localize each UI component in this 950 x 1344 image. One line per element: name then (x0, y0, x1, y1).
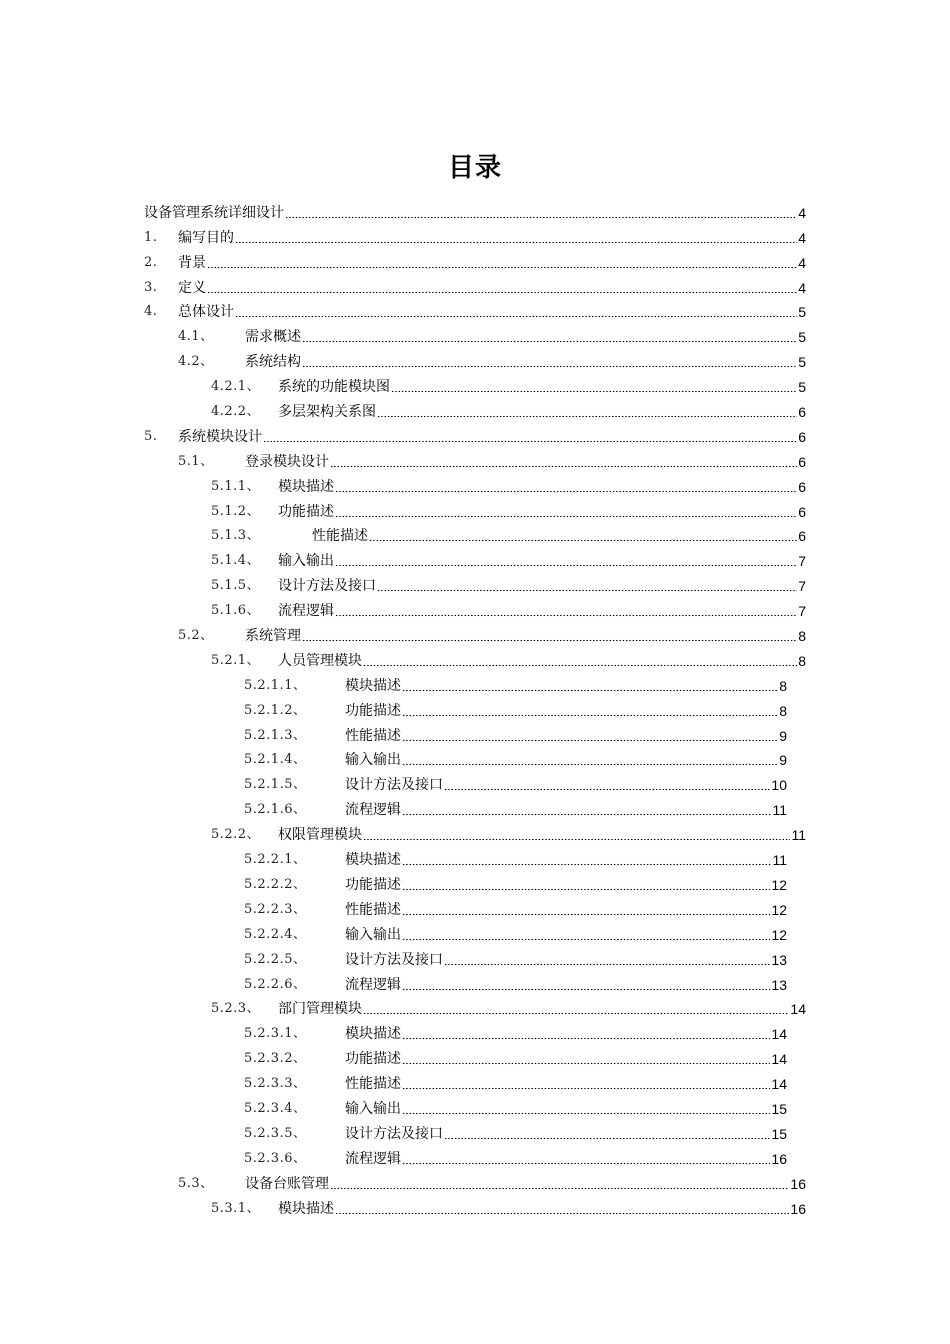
toc-entry-page: 4 (798, 229, 806, 246)
toc-entry[interactable] (144, 821, 806, 846)
toc-entry-page: 7 (798, 553, 806, 570)
dot-leader (377, 580, 797, 592)
toc-entry[interactable] (144, 1095, 806, 1120)
toc-entry-page: 6 (798, 528, 806, 545)
toc-entry-number: 5.2.3.6、 (244, 1150, 307, 1166)
dot-leader (402, 1078, 770, 1090)
toc-entry-number: 5.2.2.6、 (244, 976, 307, 992)
toc-entry-page: 16 (771, 1150, 787, 1167)
toc-entry-number: 4. (144, 304, 158, 320)
dot-leader (402, 680, 778, 692)
toc-title: 目录 (447, 153, 502, 183)
toc-entry[interactable] (144, 1045, 806, 1070)
toc-entry-page: 5 (798, 354, 806, 371)
toc-entry-number: 5.2.3.1、 (244, 1026, 307, 1042)
toc-entry[interactable] (144, 946, 806, 971)
toc-entry-page: 11 (772, 852, 787, 869)
dot-leader (363, 655, 797, 667)
toc-entry[interactable] (144, 274, 806, 299)
toc-entry-number: 5.1.1、 (211, 478, 261, 494)
toc-entry-label: 背景 (178, 254, 206, 271)
toc-entry[interactable] (144, 771, 806, 796)
toc-entry-number: 5.2.2.3、 (244, 901, 307, 917)
toc-entry[interactable] (144, 473, 806, 498)
toc-entry[interactable] (144, 398, 806, 423)
toc-entry-number: 5. (144, 428, 158, 444)
toc-entry[interactable] (144, 423, 806, 448)
toc-entry-label: 输入输出 (345, 1100, 401, 1117)
toc-entry-label: 设备管理系统详细设计 (144, 204, 284, 221)
toc-entry[interactable] (144, 871, 806, 896)
toc-entry[interactable] (144, 1020, 806, 1045)
toc-entry[interactable] (144, 1170, 806, 1195)
toc-entry[interactable] (144, 572, 806, 597)
dot-leader (402, 979, 770, 991)
dot-leader (369, 530, 797, 542)
toc-entry-label: 系统模块设计 (178, 428, 262, 445)
dot-leader (402, 1028, 770, 1040)
toc-entry-label: 流程逻辑 (345, 802, 401, 819)
toc-entry-number: 5.1.4、 (211, 553, 261, 569)
dot-leader (402, 904, 770, 916)
toc-entry-label: 设计方法及接口 (345, 777, 443, 794)
toc-entry-number: 5.2.2.2、 (244, 876, 307, 892)
toc-entry-number: 5.2.1、 (211, 652, 261, 668)
toc-entry[interactable] (144, 996, 806, 1021)
toc-entry-page: 13 (771, 976, 787, 993)
toc-entry-label: 性能描述 (345, 727, 401, 744)
toc-entry-page: 15 (771, 1100, 787, 1117)
dot-leader (335, 481, 797, 493)
toc-entry-page: 13 (771, 951, 787, 968)
toc-entry-page: 14 (790, 1001, 806, 1018)
toc-entry[interactable] (144, 547, 806, 572)
toc-entry-page: 6 (798, 428, 806, 445)
toc-entry-page: 6 (798, 404, 806, 421)
toc-entry-number: 5.1.6、 (211, 603, 261, 619)
toc-entry-label: 设备台账管理 (245, 1175, 329, 1192)
toc-entry-label: 功能描述 (345, 876, 401, 893)
dot-leader (402, 804, 771, 816)
toc-entry-number: 5.2.3.5、 (244, 1125, 307, 1141)
dot-leader (335, 605, 797, 617)
toc-entry-number: 5.1、 (178, 453, 214, 469)
toc-entry-number: 5.2.3.4、 (244, 1100, 307, 1116)
dot-leader (402, 854, 771, 866)
toc-entry-number: 5.2.1.3、 (244, 727, 307, 743)
toc-entry-page: 5 (798, 379, 806, 396)
toc-entry-label: 模块描述 (345, 677, 401, 694)
toc-entry-label: 模块描述 (345, 852, 401, 869)
dot-leader (335, 555, 797, 567)
dot-leader (402, 730, 778, 742)
dot-leader (444, 779, 770, 791)
toc-entry-number: 4.2.2、 (211, 404, 261, 420)
toc-entry-label: 部门管理模块 (278, 1001, 362, 1018)
toc-entry-number: 5.2.1.4、 (244, 752, 307, 768)
toc-entry-page: 4 (798, 254, 806, 271)
toc-entry-label: 输入输出 (345, 926, 401, 943)
dot-leader (402, 705, 778, 717)
toc-entry-label: 流程逻辑 (345, 1150, 401, 1167)
toc-entry-label: 总体设计 (178, 304, 234, 321)
dot-leader (363, 1003, 789, 1015)
toc-entry-number: 5.2.2.1、 (244, 852, 307, 868)
toc-entry-page: 4 (798, 279, 806, 296)
dot-leader (391, 381, 797, 393)
toc-entry-label: 系统的功能模块图 (278, 379, 390, 396)
toc-entry-label: 性能描述 (345, 1076, 401, 1093)
toc-entry-label: 输入输出 (345, 752, 401, 769)
toc-entry-page: 14 (771, 1076, 787, 1093)
toc-entry-label: 功能描述 (278, 503, 334, 520)
toc-entry-number: 4.1、 (178, 329, 214, 345)
toc-entry-page: 11 (791, 827, 806, 844)
toc-entry-label: 定义 (178, 279, 206, 296)
dot-leader (402, 929, 770, 941)
dot-leader (402, 1103, 770, 1115)
toc-entry-page: 12 (771, 876, 787, 893)
toc-entry-page: 10 (771, 777, 787, 794)
toc-entry-page: 6 (798, 503, 806, 520)
dot-leader (402, 879, 770, 891)
toc-entry-label: 权限管理模块 (278, 827, 362, 844)
toc-entry-page: 12 (771, 926, 787, 943)
toc-entry-label: 功能描述 (345, 702, 401, 719)
dot-leader (444, 1128, 770, 1140)
toc-entry-page: 14 (771, 1051, 787, 1068)
toc-entry-label: 模块描述 (345, 1026, 401, 1043)
toc-entry-label: 性能描述 (345, 901, 401, 918)
toc-entry-number: 4.2.1、 (211, 379, 261, 395)
toc-entry-page: 8 (798, 652, 806, 669)
toc-entry-label: 流程逻辑 (345, 976, 401, 993)
toc-entry[interactable] (144, 796, 806, 821)
toc-entry-page: 14 (771, 1026, 787, 1043)
toc-entry-page: 12 (771, 901, 787, 918)
toc-entry-page: 8 (798, 628, 806, 645)
toc-entry[interactable] (144, 921, 806, 946)
toc-entry-label: 登录模块设计 (245, 453, 329, 470)
toc-entry[interactable] (144, 323, 806, 348)
toc-entry[interactable] (144, 348, 806, 373)
dot-leader (302, 331, 797, 343)
toc-entry-number: 1. (144, 229, 158, 245)
toc-entry-page: 16 (790, 1200, 806, 1217)
toc-entry-number: 5.2.3.3、 (244, 1076, 307, 1092)
toc-entry-label: 需求概述 (245, 329, 301, 346)
dot-leader (402, 1153, 770, 1165)
toc-entry-number: 5.3.1、 (211, 1200, 261, 1216)
dot-leader (377, 406, 797, 418)
toc-entry-label: 设计方法及接口 (278, 578, 376, 595)
toc-entry[interactable] (144, 299, 806, 324)
table-of-contents (144, 199, 806, 1220)
toc-entry[interactable] (144, 747, 806, 772)
toc-entry-number: 2. (144, 254, 158, 270)
toc-entry-number: 5.2、 (178, 628, 214, 644)
toc-entry-number: 5.2.3.2、 (244, 1051, 307, 1067)
dot-leader (302, 356, 797, 368)
toc-entry[interactable] (144, 1195, 806, 1220)
toc-entry-page: 11 (772, 802, 787, 819)
toc-entry-number: 5.2.1.5、 (244, 777, 307, 793)
toc-entry-label: 系统管理 (245, 628, 301, 645)
dot-leader (335, 506, 797, 518)
dot-leader (335, 1203, 789, 1215)
dot-leader (235, 232, 797, 244)
toc-entry-number: 5.2.2.5、 (244, 951, 307, 967)
dot-leader (444, 954, 770, 966)
toc-entry-number: 5.3、 (178, 1175, 214, 1191)
toc-entry[interactable] (144, 647, 806, 672)
toc-entry[interactable] (144, 373, 806, 398)
toc-entry-page: 7 (798, 603, 806, 620)
toc-entry-label: 多层架构关系图 (278, 404, 376, 421)
dot-leader (263, 431, 797, 443)
toc-entry-label: 性能描述 (312, 528, 368, 545)
toc-entry[interactable] (144, 896, 806, 921)
toc-entry-label: 设计方法及接口 (345, 1125, 443, 1142)
toc-entry-number: 5.2.3、 (211, 1001, 261, 1017)
toc-entry-page: 9 (779, 752, 787, 769)
toc-entry-page: 15 (771, 1125, 787, 1142)
toc-entry-label: 流程逻辑 (278, 603, 334, 620)
toc-entry-label: 编写目的 (178, 229, 234, 246)
dot-leader (207, 282, 797, 294)
dot-leader (330, 456, 797, 468)
toc-entry[interactable] (144, 224, 806, 249)
toc-entry-label: 模块描述 (278, 1200, 334, 1217)
toc-entry-label: 功能描述 (345, 1051, 401, 1068)
toc-entry-page: 5 (798, 304, 806, 321)
toc-entry-number: 5.1.5、 (211, 578, 261, 594)
toc-entry-number: 5.2.2、 (211, 827, 261, 843)
toc-entry-page: 7 (798, 578, 806, 595)
toc-entry-page: 8 (779, 702, 787, 719)
dot-leader (235, 306, 797, 318)
toc-entry-number: 4.2、 (178, 354, 214, 370)
toc-entry-page: 9 (779, 727, 787, 744)
toc-entry-page: 6 (798, 478, 806, 495)
toc-entry[interactable] (144, 523, 806, 548)
toc-entry[interactable] (144, 498, 806, 523)
toc-entry-page: 8 (779, 677, 787, 694)
toc-entry-page: 16 (790, 1175, 806, 1192)
toc-entry-label: 系统结构 (245, 354, 301, 371)
toc-entry[interactable] (144, 971, 806, 996)
toc-entry[interactable] (144, 1120, 806, 1145)
toc-entry-number: 5.1.3、 (211, 528, 261, 544)
dot-leader (402, 1053, 770, 1065)
toc-entry[interactable] (144, 622, 806, 647)
toc-entry-number: 5.2.1.6、 (244, 802, 307, 818)
toc-entry-number: 5.2.1.1、 (244, 677, 307, 693)
toc-entry[interactable] (144, 697, 806, 722)
toc-entry-page: 5 (798, 329, 806, 346)
toc-entry[interactable] (144, 846, 806, 871)
toc-entry[interactable] (144, 1070, 806, 1095)
dot-leader (402, 754, 778, 766)
toc-entry-number: 5.1.2、 (211, 503, 261, 519)
toc-entry-label: 输入输出 (278, 553, 334, 570)
dot-leader (330, 1178, 789, 1190)
dot-leader (363, 829, 790, 841)
toc-entry-page: 6 (798, 453, 806, 470)
toc-entry[interactable] (144, 1145, 806, 1170)
toc-entry-label: 模块描述 (278, 478, 334, 495)
toc-entry[interactable] (144, 672, 806, 697)
toc-entry-number: 5.2.1.2、 (244, 702, 307, 718)
dot-leader (207, 257, 797, 269)
toc-entry[interactable] (144, 249, 806, 274)
toc-entry-label: 设计方法及接口 (345, 951, 443, 968)
dot-leader (285, 207, 797, 219)
toc-entry-number: 3. (144, 279, 158, 295)
toc-entry-number: 5.2.2.4、 (244, 926, 307, 942)
dot-leader (302, 630, 797, 642)
toc-entry[interactable] (144, 448, 806, 473)
toc-entry[interactable] (144, 722, 806, 747)
toc-entry-page: 4 (798, 204, 806, 221)
toc-entry[interactable] (144, 597, 806, 622)
toc-entry[interactable] (144, 199, 806, 224)
toc-entry-label: 人员管理模块 (278, 652, 362, 669)
